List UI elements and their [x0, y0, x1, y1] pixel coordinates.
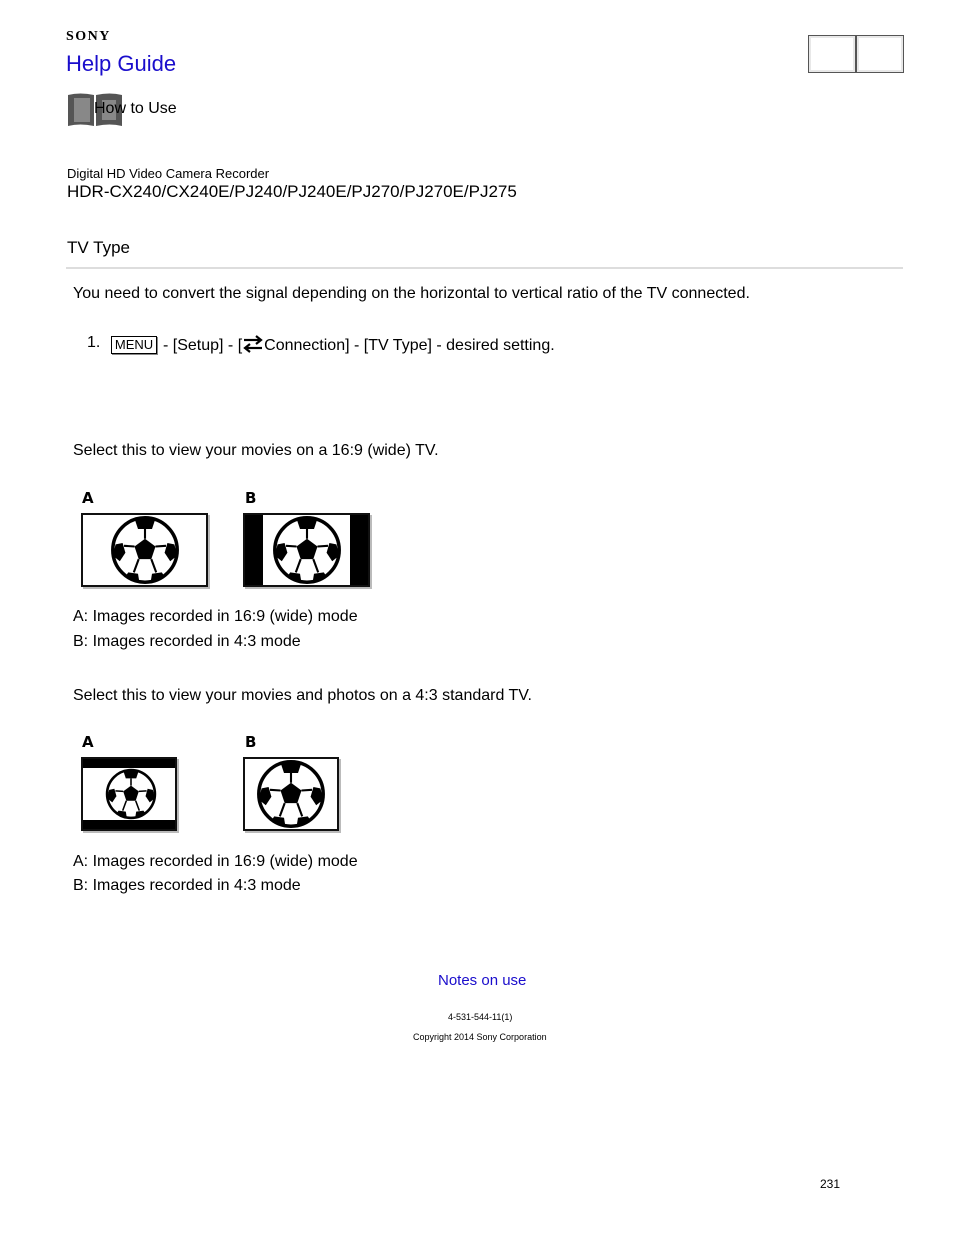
- document-number: 4-531-544-11(1): [448, 1012, 513, 1022]
- step-instruction: [163, 334, 555, 355]
- tv-standard-16-9-image: [81, 757, 177, 831]
- figure-label-a: A: [82, 733, 94, 751]
- previous-page-button[interactable]: [808, 35, 856, 73]
- notes-on-use-link[interactable]: Notes on use: [438, 972, 527, 989]
- top-nav-buttons: [808, 35, 904, 73]
- soccer-ball-icon: [272, 515, 342, 585]
- figure-label-a: A: [82, 489, 94, 507]
- step-number: 1.: [87, 334, 101, 351]
- caption-16-9-a: A: Images recorded in 16:9 (wide) mode: [73, 608, 358, 625]
- category-label: How to Use: [94, 100, 177, 117]
- tv-wide-16-9-image: [81, 513, 208, 587]
- next-page-button[interactable]: [856, 35, 904, 73]
- intro-text: You need to convert the signal depending on the horizontal to vertical ratio of the TV connected.: [73, 285, 750, 302]
- help-guide-title-link[interactable]: Help Guide: [66, 51, 177, 76]
- copyright-text: Copyright 2014 Sony Corporation: [413, 1032, 547, 1042]
- product-type: Digital HD Video Camera Recorder: [67, 166, 270, 181]
- sony-logo: SONY: [66, 29, 111, 44]
- figure-label-b: B: [245, 733, 257, 751]
- tv-standard-4-3-image: [243, 757, 339, 831]
- caption-4-3-b: B: Images recorded in 4:3 mode: [73, 877, 301, 894]
- connection-icon: [242, 334, 264, 354]
- page-number: 231: [820, 1177, 841, 1191]
- caption-16-9-b: B: Images recorded in 4:3 mode: [73, 633, 301, 650]
- step-text-part1: - [Setup] - [: [163, 337, 243, 354]
- option-4-3-description: Select this to view your movies and photos on a 4:3 standard TV.: [73, 687, 532, 704]
- soccer-ball-icon: [105, 768, 157, 820]
- caption-4-3-a: A: Images recorded in 16:9 (wide) mode: [73, 853, 358, 870]
- menu-key-icon: MENU: [111, 336, 157, 354]
- title-divider: [66, 267, 903, 269]
- page-title: TV Type: [67, 238, 130, 257]
- step-text-part2: Connection] - [TV Type] - desired setting.: [264, 337, 555, 354]
- model-list: HDR-CX240/CX240E/PJ240/PJ240E/PJ270/PJ270E/PJ275: [67, 182, 517, 201]
- tv-wide-4-3-image: [243, 513, 370, 587]
- figure-label-b: B: [245, 489, 257, 507]
- soccer-ball-icon: [110, 515, 180, 585]
- option-16-9-description: Select this to view your movies on a 16:9 (wide) TV.: [73, 442, 439, 459]
- soccer-ball-icon: [256, 759, 326, 829]
